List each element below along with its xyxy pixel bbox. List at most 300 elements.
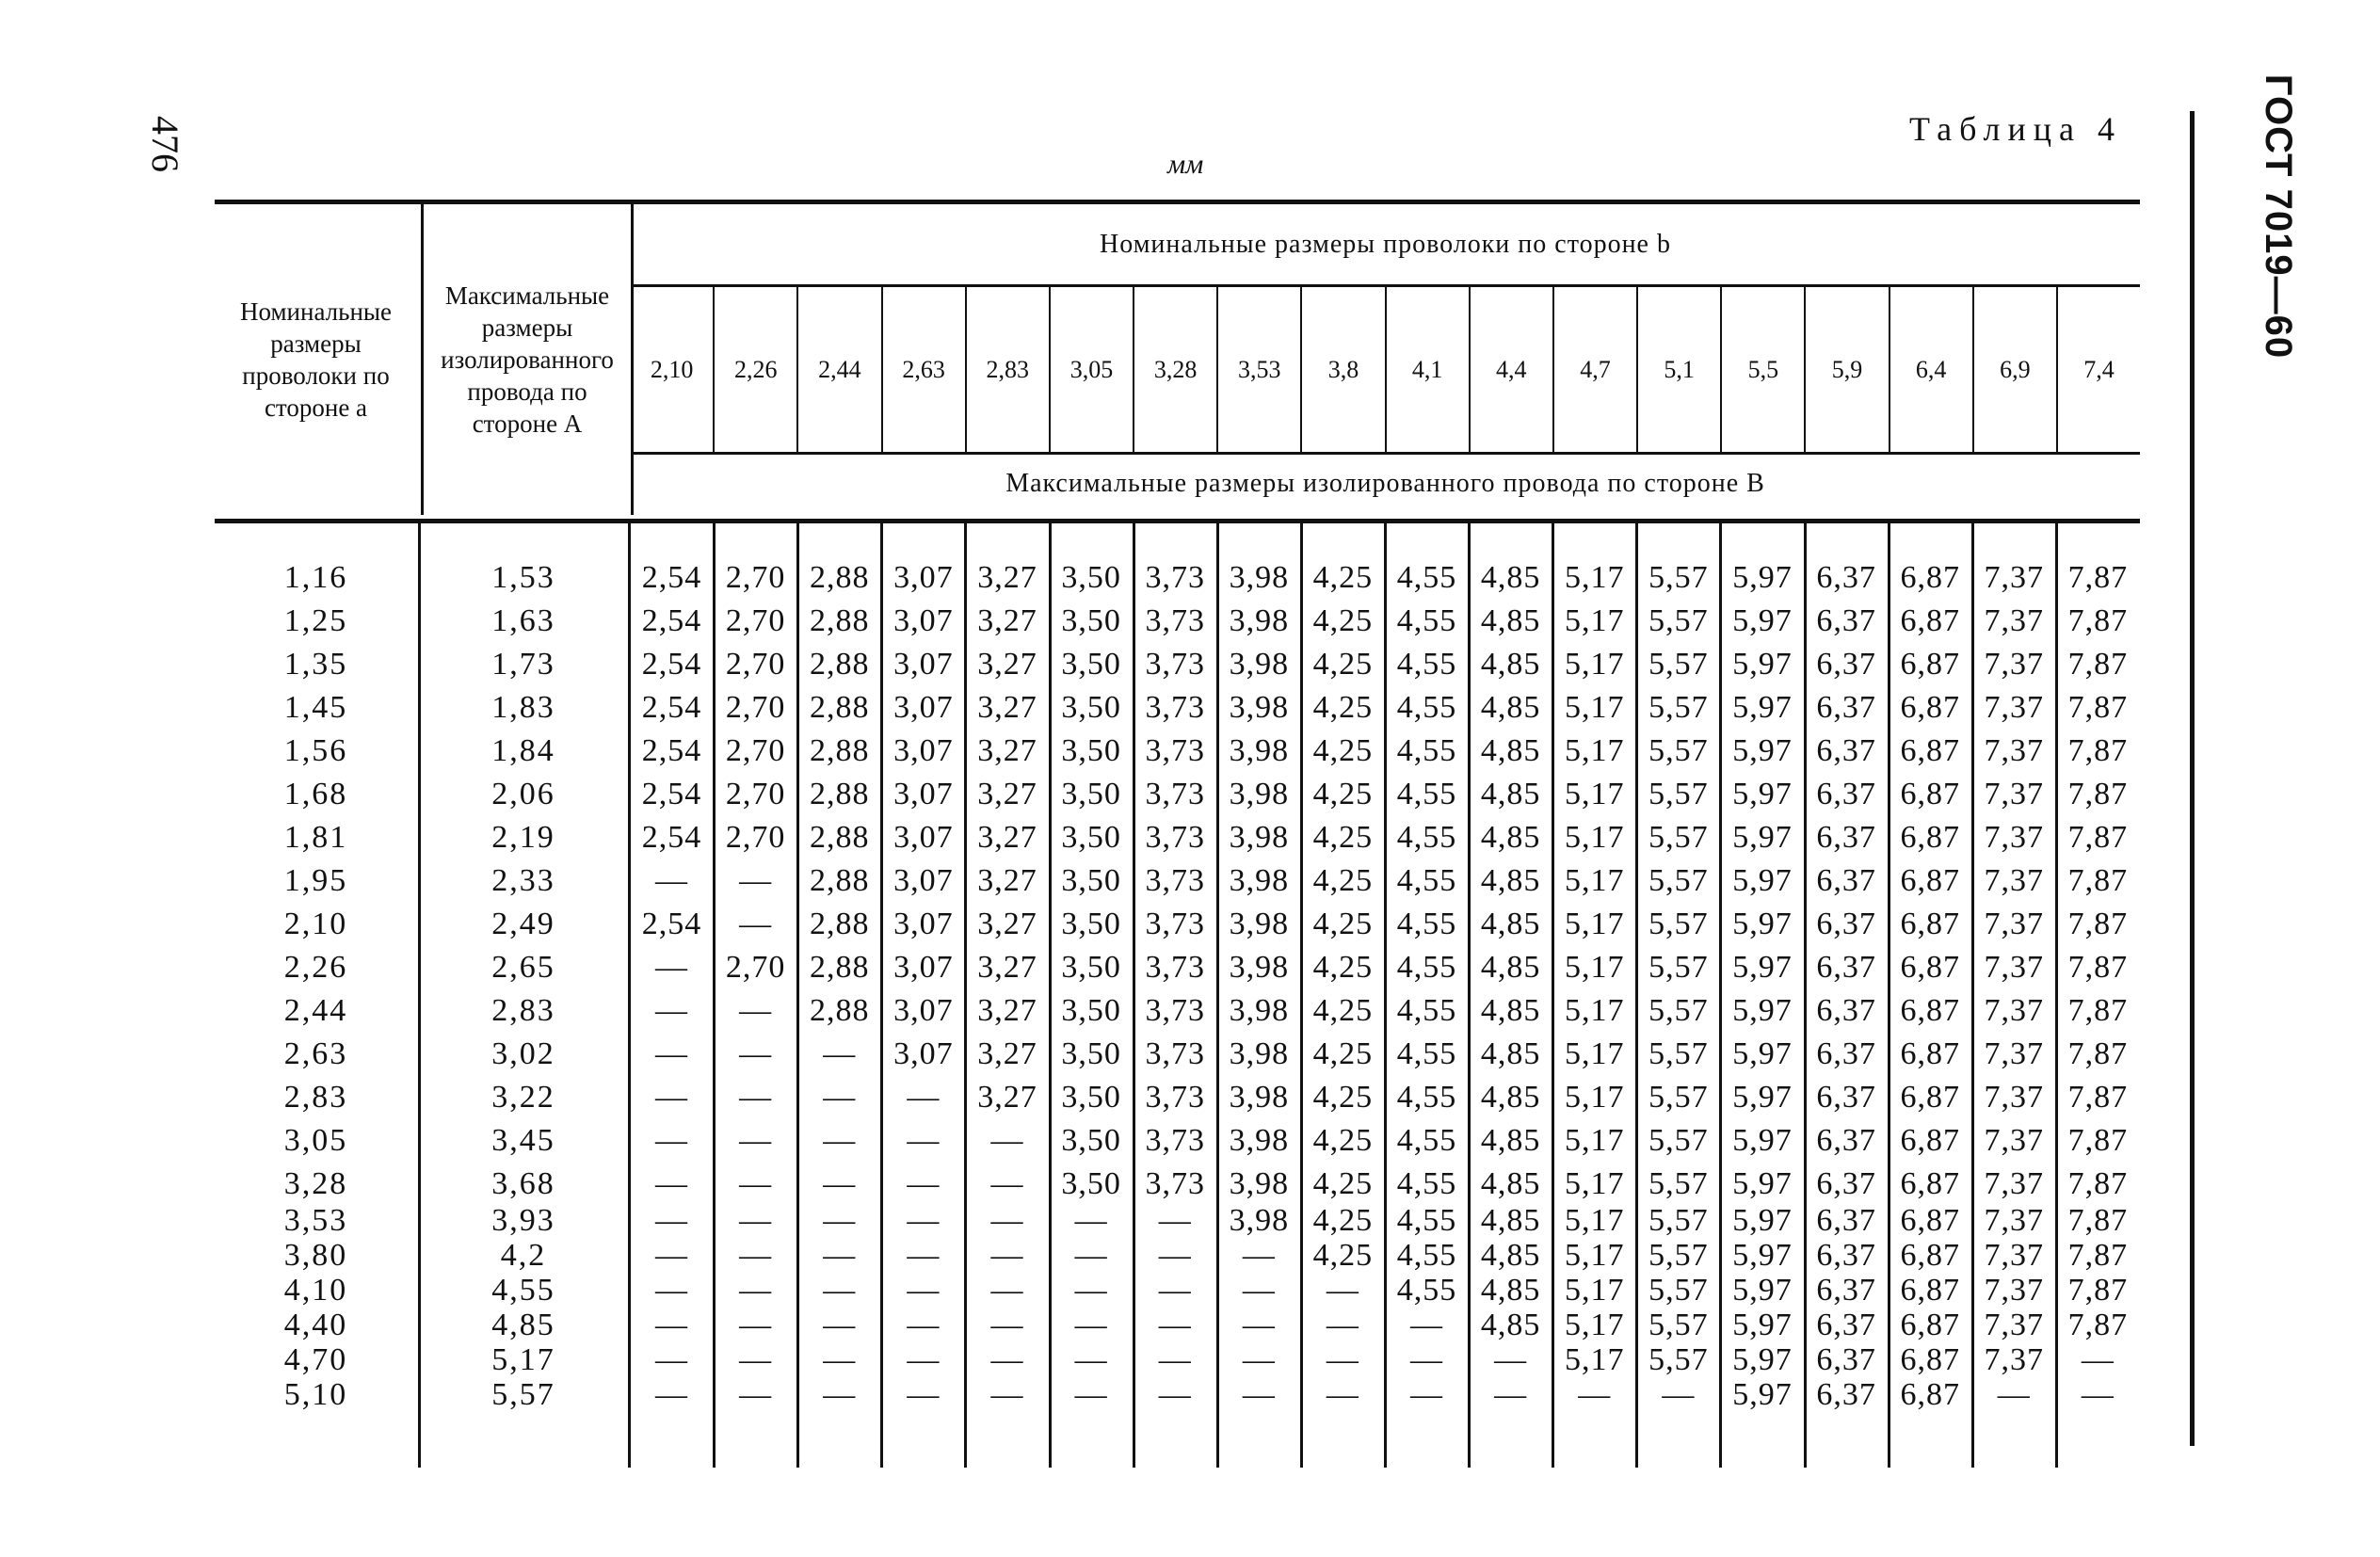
cell-side-B: 3,98 <box>1229 1123 1290 1158</box>
cell-side-B: 4,85 <box>1480 1036 1541 1071</box>
cell-side-B: 3,27 <box>977 820 1037 855</box>
cell-side-B: — <box>907 1342 941 1377</box>
cell-side-B: 6,37 <box>1816 647 1876 682</box>
cell-side-B: 4,85 <box>1480 950 1541 985</box>
header-b-value: 3,05 <box>1049 287 1133 452</box>
cell-side-B: 5,57 <box>1648 777 1709 811</box>
cell-side-B: 5,97 <box>1732 690 1793 725</box>
cell-side-B: 3,07 <box>893 1036 954 1071</box>
cell-side-B: — <box>1410 1342 1444 1377</box>
cell-side-B: 5,17 <box>1565 777 1625 811</box>
cell-side-a: 2,44 <box>283 993 348 1028</box>
cell-side-B: 5,57 <box>1648 1308 1709 1342</box>
cell-side-B: 5,57 <box>1648 1238 1709 1273</box>
cell-side-B: — <box>823 1377 857 1412</box>
cell-side-B: 6,37 <box>1816 1166 1876 1201</box>
cell-side-B: — <box>907 1273 941 1308</box>
cell-side-B: 3,98 <box>1229 733 1290 768</box>
cell-side-B: 3,98 <box>1229 603 1290 638</box>
header-b-value: 4,1 <box>1385 287 1469 452</box>
cell-side-B: 5,97 <box>1732 863 1793 898</box>
cell-side-B: 6,87 <box>1900 777 1960 811</box>
cell-side-B: 5,17 <box>1565 907 1625 941</box>
cell-side-B: — <box>655 1123 689 1158</box>
cell-side-a: 1,35 <box>283 647 348 682</box>
cell-side-B: 5,57 <box>1648 993 1709 1028</box>
cell-side-B: 2,88 <box>810 777 870 811</box>
cell-side-B: 3,07 <box>893 560 954 595</box>
cell-side-B: 7,37 <box>1984 907 2045 941</box>
cell-side-B: 2,70 <box>725 820 786 855</box>
cell-side-B: 4,85 <box>1480 777 1541 811</box>
cell-side-B: 2,54 <box>641 647 702 682</box>
cell-side-B: 7,37 <box>1984 820 2045 855</box>
header-b-value: 2,63 <box>881 287 965 452</box>
cell-side-B: — <box>1242 1308 1276 1342</box>
cell-side-B: 5,17 <box>1565 993 1625 1028</box>
cell-side-B: — <box>739 1203 773 1238</box>
cell-side-B: 4,85 <box>1480 733 1541 768</box>
cell-side-B: 4,25 <box>1312 603 1374 638</box>
cell-side-B: 6,87 <box>1900 1036 1960 1071</box>
table-row <box>215 1076 2140 1119</box>
cell-side-B: 7,87 <box>2067 690 2129 725</box>
cell-side-B: 5,17 <box>1565 950 1625 985</box>
cell-side-B: 5,17 <box>1565 1080 1625 1115</box>
cell-side-A: 2,49 <box>491 907 555 941</box>
cell-side-B: 6,37 <box>1816 950 1876 985</box>
cell-side-B: 3,07 <box>893 820 954 855</box>
cell-side-B: 3,50 <box>1061 1123 1121 1158</box>
cell-side-B: — <box>907 1308 941 1342</box>
cell-side-B: — <box>655 950 689 985</box>
table-row <box>215 730 2140 773</box>
cell-side-a: 4,10 <box>283 1273 348 1308</box>
cell-side-B: 4,25 <box>1312 560 1374 595</box>
cell-side-B: 4,55 <box>1396 733 1457 768</box>
dimensions-table <box>215 200 2140 1468</box>
cell-side-B: — <box>1997 1377 2031 1412</box>
cell-side-B: 5,17 <box>1565 863 1625 898</box>
cell-side-B: 7,87 <box>2067 1036 2129 1071</box>
cell-side-B: 7,87 <box>2067 1238 2129 1273</box>
cell-side-B: 3,73 <box>1145 950 1205 985</box>
table-row <box>215 686 2140 730</box>
cell-side-B: 5,57 <box>1648 1080 1709 1115</box>
cell-side-B: 6,87 <box>1900 1238 1960 1273</box>
cell-side-A: 2,65 <box>491 950 555 985</box>
cell-side-B: 2,88 <box>810 950 870 985</box>
cell-side-B: 5,97 <box>1732 733 1793 768</box>
cell-side-B: 4,85 <box>1480 907 1541 941</box>
cell-side-B: 5,97 <box>1732 950 1793 985</box>
table-body <box>215 523 2140 1468</box>
cell-side-B: — <box>1242 1238 1276 1273</box>
cell-side-B: 6,37 <box>1816 1080 1876 1115</box>
cell-side-B: 3,98 <box>1229 820 1290 855</box>
table-row <box>215 556 2140 600</box>
cell-side-B: 3,98 <box>1229 690 1290 725</box>
cell-side-B: — <box>907 1080 941 1115</box>
cell-side-a: 2,10 <box>283 907 348 941</box>
cell-side-a: 1,68 <box>283 777 348 811</box>
cell-side-B: 3,73 <box>1145 733 1205 768</box>
cell-side-B: 7,37 <box>1984 1203 2045 1238</box>
cell-side-B: — <box>990 1342 1024 1377</box>
header-side-B-title: Максимальные размеры изолированного провода по стороне B <box>1005 468 1765 498</box>
cell-side-B: 3,27 <box>977 993 1037 1028</box>
cell-side-B: 5,17 <box>1565 1123 1625 1158</box>
cell-side-B: 7,37 <box>1984 863 2045 898</box>
cell-side-B: 3,73 <box>1145 603 1205 638</box>
cell-side-a: 4,40 <box>283 1308 348 1342</box>
cell-side-B: 3,98 <box>1229 1203 1290 1238</box>
cell-side-B: 5,57 <box>1648 1342 1709 1377</box>
cell-side-B: 5,57 <box>1648 603 1709 638</box>
cell-side-B: — <box>1158 1203 1192 1238</box>
cell-side-B: 6,87 <box>1900 603 1960 638</box>
cell-side-B: 7,37 <box>1984 733 2045 768</box>
table-row <box>215 1033 2140 1076</box>
cell-side-B: 5,97 <box>1732 820 1793 855</box>
cell-side-B: — <box>907 1377 941 1412</box>
cell-side-B: 7,87 <box>2067 950 2129 985</box>
cell-side-B: 5,17 <box>1565 1308 1625 1342</box>
cell-side-B: 4,55 <box>1396 1166 1457 1201</box>
cell-side-B: 4,55 <box>1396 1123 1457 1158</box>
cell-side-B: — <box>655 1238 689 1273</box>
cell-side-B: — <box>823 1342 857 1377</box>
cell-side-B: 4,55 <box>1396 560 1457 595</box>
cell-side-B: 4,55 <box>1396 950 1457 985</box>
cell-side-B: 6,87 <box>1900 733 1960 768</box>
cell-side-B: 5,57 <box>1648 820 1709 855</box>
cell-side-B: 7,87 <box>2067 1273 2129 1308</box>
cell-side-B: — <box>739 1273 773 1308</box>
cell-side-B: 4,25 <box>1312 1080 1374 1115</box>
cell-side-B: 3,07 <box>893 690 954 725</box>
cell-side-B: — <box>1326 1273 1359 1308</box>
cell-side-B: — <box>655 1166 689 1201</box>
table-caption: Таблица 4 <box>1909 110 2122 148</box>
cell-side-B: 5,57 <box>1648 907 1709 941</box>
cell-side-B: 2,54 <box>641 820 702 855</box>
cell-side-B: — <box>1074 1377 1108 1412</box>
cell-side-B: — <box>990 1123 1024 1158</box>
cell-side-B: 3,73 <box>1145 777 1205 811</box>
cell-side-B: 4,85 <box>1480 690 1541 725</box>
cell-side-B: 4,55 <box>1396 690 1457 725</box>
cell-side-B: 7,37 <box>1984 1036 2045 1071</box>
cell-side-A: 2,83 <box>491 993 555 1028</box>
cell-side-A: 3,45 <box>491 1123 555 1158</box>
header-b-value: 4,4 <box>1469 287 1552 452</box>
cell-side-B: 7,37 <box>1984 1123 2045 1158</box>
cell-side-B: 5,57 <box>1648 560 1709 595</box>
cell-side-B: 5,97 <box>1732 647 1793 682</box>
cell-side-B: 6,37 <box>1816 1203 1876 1238</box>
cell-side-a: 3,05 <box>283 1123 348 1158</box>
table-row <box>215 643 2140 686</box>
cell-side-B: 4,25 <box>1312 950 1374 985</box>
cell-side-B: 3,50 <box>1061 733 1121 768</box>
cell-side-B: 7,87 <box>2067 560 2129 595</box>
cell-side-B: 3,27 <box>977 647 1037 682</box>
cell-side-A: 4,2 <box>500 1238 547 1273</box>
cell-side-B: 5,97 <box>1732 1123 1793 1158</box>
cell-side-B: 3,73 <box>1145 647 1205 682</box>
cell-side-B: — <box>907 1166 941 1201</box>
cell-side-B: 4,85 <box>1480 1238 1541 1273</box>
cell-side-B: 4,25 <box>1312 820 1374 855</box>
cell-side-B: — <box>990 1308 1024 1342</box>
header-b-value: 6,4 <box>1889 287 1972 452</box>
cell-side-B: — <box>739 1123 773 1158</box>
cell-side-B: 3,73 <box>1145 993 1205 1028</box>
cell-side-B: 2,88 <box>810 993 870 1028</box>
cell-side-B: 4,55 <box>1396 1238 1457 1273</box>
cell-side-B: 4,25 <box>1312 733 1374 768</box>
cell-side-A: 1,53 <box>491 560 555 595</box>
cell-side-B: — <box>1410 1308 1444 1342</box>
cell-side-B: 6,37 <box>1816 560 1876 595</box>
cell-side-B: 7,87 <box>2067 777 2129 811</box>
cell-side-a: 1,45 <box>283 690 348 725</box>
page-number: 476 <box>144 116 186 172</box>
cell-side-B: 3,98 <box>1229 1036 1290 1071</box>
cell-side-B: 5,97 <box>1732 1308 1793 1342</box>
cell-side-B: 5,17 <box>1565 560 1625 595</box>
cell-side-B: — <box>1158 1308 1192 1342</box>
cell-side-B: 5,17 <box>1565 1273 1625 1308</box>
cell-side-B: 2,88 <box>810 603 870 638</box>
cell-side-B: 3,50 <box>1061 647 1121 682</box>
header-b-value: 3,53 <box>1216 287 1300 452</box>
cell-side-B: 2,70 <box>725 560 786 595</box>
cell-side-B: 4,25 <box>1312 1036 1374 1071</box>
cell-side-B: 7,87 <box>2067 603 2129 638</box>
cell-side-A: 3,02 <box>491 1036 555 1071</box>
table-row <box>215 859 2140 903</box>
cell-side-B: 6,87 <box>1900 863 1960 898</box>
cell-side-B: 6,37 <box>1816 1123 1876 1158</box>
cell-side-B: 3,27 <box>977 560 1037 595</box>
header-b-value: 3,28 <box>1133 287 1216 452</box>
cell-side-B: 2,70 <box>725 733 786 768</box>
cell-side-B: — <box>2081 1342 2115 1377</box>
cell-side-B: — <box>990 1238 1024 1273</box>
cell-side-B: — <box>823 1036 857 1071</box>
cell-side-B: 2,88 <box>810 647 870 682</box>
cell-side-B: 2,88 <box>810 560 870 595</box>
cell-side-B: 5,57 <box>1648 647 1709 682</box>
cell-side-B: 4,85 <box>1480 647 1541 682</box>
header-b-value: 2,44 <box>796 287 880 452</box>
header-side-A: Максимальные размеры изолированного провода по стороне A <box>421 204 634 515</box>
cell-side-B: 5,97 <box>1732 993 1793 1028</box>
table-row <box>215 816 2140 859</box>
cell-side-B: 6,37 <box>1816 1238 1876 1273</box>
cell-side-B: 5,97 <box>1732 560 1793 595</box>
cell-side-B: 4,25 <box>1312 1203 1374 1238</box>
cell-side-B: 4,85 <box>1480 863 1541 898</box>
cell-side-B: 7,87 <box>2067 647 2129 682</box>
cell-side-B: — <box>1074 1273 1108 1308</box>
cell-side-B: 6,87 <box>1900 1342 1960 1377</box>
cell-side-B: 5,17 <box>1565 1166 1625 1201</box>
cell-side-B: 3,07 <box>893 993 954 1028</box>
cell-side-a: 3,53 <box>283 1203 348 1238</box>
cell-side-B: 6,87 <box>1900 690 1960 725</box>
header-side-a: Номинальные размеры проволоки по стороне a <box>239 297 393 422</box>
cell-side-B: 5,17 <box>1565 733 1625 768</box>
cell-side-B: — <box>823 1273 857 1308</box>
cell-side-B: 6,87 <box>1900 820 1960 855</box>
cell-side-B: 3,50 <box>1061 690 1121 725</box>
cell-side-B: 3,27 <box>977 1080 1037 1115</box>
cell-side-B: 7,37 <box>1984 1166 2045 1201</box>
cell-side-B: — <box>1326 1377 1359 1412</box>
cell-side-B: 6,37 <box>1816 863 1876 898</box>
cell-side-B: 2,54 <box>641 560 702 595</box>
table-row <box>215 989 2140 1033</box>
cell-side-B: 3,50 <box>1061 1166 1121 1201</box>
cell-side-B: 4,55 <box>1396 1203 1457 1238</box>
cell-side-B: — <box>739 1238 773 1273</box>
cell-side-B: 5,97 <box>1732 907 1793 941</box>
cell-side-a: 1,56 <box>283 733 348 768</box>
cell-side-B: 3,07 <box>893 603 954 638</box>
cell-side-B: 4,55 <box>1396 993 1457 1028</box>
cell-side-B: 4,85 <box>1480 1166 1541 1201</box>
cell-side-B: 6,37 <box>1816 1377 1876 1412</box>
cell-side-B: 6,87 <box>1900 1308 1960 1342</box>
cell-side-A: 3,93 <box>491 1203 555 1238</box>
cell-side-B: — <box>1158 1238 1192 1273</box>
cell-side-a: 3,80 <box>283 1238 348 1273</box>
gost-side-bar <box>2190 111 2195 1446</box>
cell-side-B: 7,87 <box>2067 733 2129 768</box>
cell-side-B: 6,87 <box>1900 950 1960 985</box>
cell-side-B: 7,37 <box>1984 1238 2045 1273</box>
cell-side-B: 5,17 <box>1565 1036 1625 1071</box>
cell-side-B: 4,85 <box>1480 993 1541 1028</box>
cell-side-B: 6,87 <box>1900 993 1960 1028</box>
cell-side-B: — <box>2081 1377 2115 1412</box>
cell-side-B: 4,25 <box>1312 1238 1374 1273</box>
cell-side-B: 7,37 <box>1984 690 2045 725</box>
cell-side-B: 5,17 <box>1565 820 1625 855</box>
cell-side-B: — <box>1242 1273 1276 1308</box>
cell-side-B: 5,57 <box>1648 950 1709 985</box>
cell-side-B: 6,37 <box>1816 1273 1876 1308</box>
cell-side-a: 3,28 <box>283 1166 348 1201</box>
cell-side-A: 1,73 <box>491 647 555 682</box>
header-side-b-title: Номинальные размеры проволоки по стороне b <box>1100 229 1671 259</box>
cell-side-B: 5,17 <box>1565 647 1625 682</box>
cell-side-B: 3,73 <box>1145 863 1205 898</box>
cell-side-B: 4,55 <box>1396 863 1457 898</box>
table-row <box>215 946 2140 989</box>
cell-side-B: 5,97 <box>1732 1377 1793 1412</box>
cell-side-B: 4,85 <box>1480 1308 1541 1342</box>
cell-side-B: — <box>655 1377 689 1412</box>
cell-side-B: — <box>1074 1342 1108 1377</box>
cell-side-B: — <box>1074 1308 1108 1342</box>
gost-standard-label: ГОСТ 7019—60 <box>2258 73 2299 360</box>
cell-side-B: — <box>655 863 689 898</box>
cell-side-B: 6,37 <box>1816 907 1876 941</box>
cell-side-B: 4,55 <box>1396 1080 1457 1115</box>
table-row <box>215 1373 2140 1417</box>
cell-side-B: 4,55 <box>1396 647 1457 682</box>
cell-side-B: — <box>990 1203 1024 1238</box>
cell-side-a: 1,25 <box>283 603 348 638</box>
cell-side-B: 6,37 <box>1816 820 1876 855</box>
cell-side-B: 4,25 <box>1312 777 1374 811</box>
cell-side-B: 5,57 <box>1648 1123 1709 1158</box>
cell-side-B: 7,87 <box>2067 863 2129 898</box>
cell-side-B: — <box>739 1080 773 1115</box>
cell-side-B: — <box>1326 1308 1359 1342</box>
cell-side-B: 3,73 <box>1145 907 1205 941</box>
cell-side-B: 7,37 <box>1984 1273 2045 1308</box>
cell-side-B: 7,87 <box>2067 993 2129 1028</box>
cell-side-B: 7,87 <box>2067 1308 2129 1342</box>
cell-side-B: 2,54 <box>641 907 702 941</box>
cell-side-B: — <box>1662 1377 1696 1412</box>
cell-side-a: 4,70 <box>283 1342 348 1377</box>
cell-side-B: — <box>739 1342 773 1377</box>
cell-side-B: 3,07 <box>893 907 954 941</box>
cell-side-A: 2,33 <box>491 863 555 898</box>
cell-side-B: 5,17 <box>1565 1238 1625 1273</box>
cell-side-B: 4,55 <box>1396 777 1457 811</box>
cell-side-B: 6,87 <box>1900 1166 1960 1201</box>
cell-side-a: 2,63 <box>283 1036 348 1071</box>
cell-side-A: 3,22 <box>491 1080 555 1115</box>
cell-side-B: — <box>1242 1377 1276 1412</box>
cell-side-B: 5,97 <box>1732 1080 1793 1115</box>
cell-side-B: 7,87 <box>2067 1166 2129 1201</box>
cell-side-B: 5,97 <box>1732 1166 1793 1201</box>
cell-side-B: — <box>823 1238 857 1273</box>
cell-side-B: 3,98 <box>1229 560 1290 595</box>
cell-side-B: 3,73 <box>1145 560 1205 595</box>
cell-side-B: 2,88 <box>810 863 870 898</box>
cell-side-B: 3,98 <box>1229 777 1290 811</box>
cell-side-B: 3,73 <box>1145 820 1205 855</box>
cell-side-B: 7,37 <box>1984 1080 2045 1115</box>
table-header <box>215 204 2140 515</box>
cell-side-B: 2,70 <box>725 603 786 638</box>
cell-side-B: 4,55 <box>1396 603 1457 638</box>
cell-side-B: 6,37 <box>1816 603 1876 638</box>
cell-side-B: 5,57 <box>1648 733 1709 768</box>
cell-side-B: 7,87 <box>2067 1203 2129 1238</box>
cell-side-B: 3,50 <box>1061 1080 1121 1115</box>
cell-side-B: 4,85 <box>1480 560 1541 595</box>
cell-side-B: 6,37 <box>1816 777 1876 811</box>
cell-side-B: 4,55 <box>1396 907 1457 941</box>
cell-side-B: 3,27 <box>977 733 1037 768</box>
cell-side-a: 1,16 <box>283 560 348 595</box>
table-row <box>215 903 2140 946</box>
header-b-value: 5,1 <box>1636 287 1720 452</box>
cell-side-B: 3,27 <box>977 603 1037 638</box>
cell-side-B: 3,27 <box>977 863 1037 898</box>
cell-side-B: 4,85 <box>1480 1273 1541 1308</box>
